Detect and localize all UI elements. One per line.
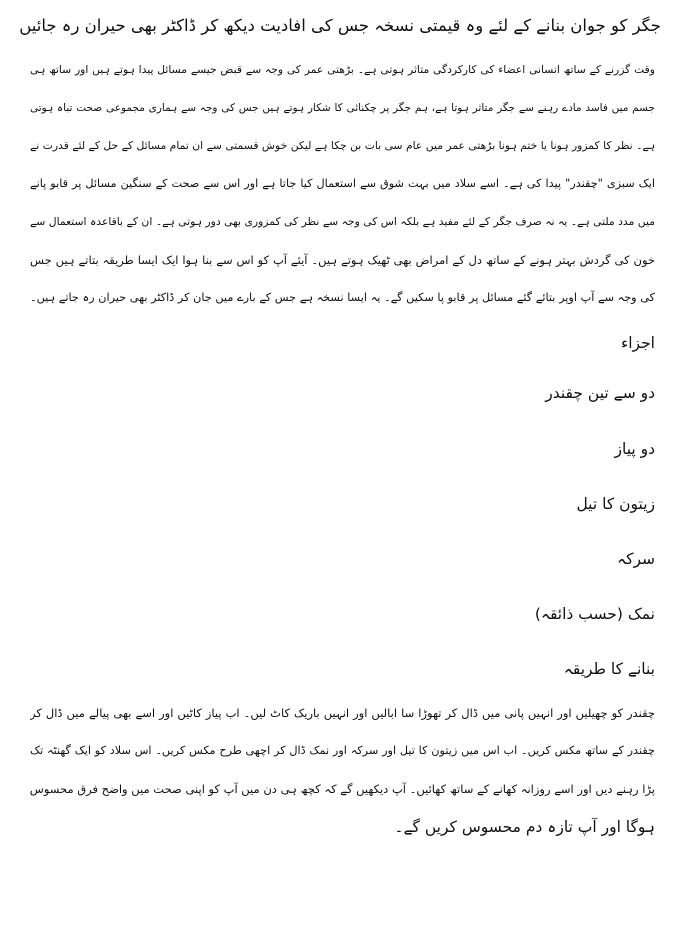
intro-line: ایک سبزی "چقندر" پیدا کی ہے۔ اسے سلاد میں بہت شوق سے استعمال کیا جاتا ہے اور اس سے صحت کے سنگین مسائل پر قابو پانے	[30, 177, 655, 190]
ingredient-item: نمک (حسب ذائقہ)	[534, 605, 655, 623]
intro-line: ہے۔ نظر کا کمزور ہونا یا ختم ہونا بڑھتی عمر میں عام سی بات بن چکا ہے لیکن خوش قسمتی سے ان تمام مسائل کے حل کے لئے قدرت نے	[30, 139, 655, 152]
intro-line: جسم میں فاسد مادے رہنے سے جگر متاثر ہوتا ہے، ہم جگر پر چکنائی کا شکار ہوتے ہیں جس کی وجہ سے ہماری مجموعی صحت تباہ ہوتی	[30, 102, 655, 114]
intro-line: کی وجہ سے آپ اوپر بتائے گئے مسائل پر قابو پا سکیں گے۔ یہ ایسا نسخہ ہے جس کے بارے میں جان کر ڈاکٹر بھی حیران رہ جاتے ہیں۔	[30, 291, 655, 304]
method-line: ہوگا اور آپ تازہ دم محسوس کریں گے۔	[394, 818, 655, 836]
ingredient-item: دو سے تین چقندر	[545, 384, 655, 402]
ingredients-heading: اجزاء	[620, 334, 655, 352]
intro-line: وقت گزرنے کے ساتھ انسانی اعضاء کی کارکردگی متاثر ہوتی ہے۔ بڑھتی عمر کی وجہ سے قبض جیسے مسائل پیدا ہوتے ہیں اور ساتھ ہی	[30, 63, 655, 76]
method-line: چقندر کو چھیلیں اور انہیں پانی میں ڈال کر تھوڑا سا ابالیں اور انہیں باریک کاٹ لیں۔ اب پیاز کاٹیں اور اسے بھی پیالے میں ڈال کر	[30, 706, 655, 720]
intro-line: خون کی گردش بہتر ہونے کے ساتھ دل کے امراض بھی ٹھیک ہوتے ہیں۔ آیئے آپ کو اس سے بنا ہوا ایک ایسا طریقہ بتاتے ہیں جس	[30, 253, 655, 267]
article-title: جگر کو جوان بنانے کے لئے وہ قیمتی نسخہ جس کی افادیت دیکھ کر ڈاکٹر بھی حیران رہ جائیں	[19, 16, 661, 35]
ingredient-item: زیتون کا تیل	[576, 495, 655, 513]
intro-line: میں مدد ملتی ہے۔ یہ نہ صرف جگر کے لئے مفید ہے بلکہ اس کی وجہ سے نظر کی کمزوری بھی دور ہوتی ہے۔ ان کے باقاعدہ استعمال سے	[30, 215, 655, 228]
method-line: چقندر کے ساتھ مکس کریں۔ اب اس میں زیتون کا تیل اور سرکہ اور نمک ڈال کر اچھی طرح مکس کریں۔ اس سلاد کو ایک گھنٹہ تک	[30, 744, 655, 757]
method-line: پڑا رہنے دیں اور اسے روزانہ کھانے کے ساتھ کھائیں۔ آپ دیکھیں گے کہ کچھ ہی دن میں آپ کو اپنی صحت میں واضح فرق محسوس	[30, 782, 655, 796]
ingredient-item: دو پیاز	[614, 440, 655, 458]
ingredient-item: سرکہ	[616, 550, 655, 568]
method-heading: بنانے کا طریقہ	[563, 660, 655, 678]
